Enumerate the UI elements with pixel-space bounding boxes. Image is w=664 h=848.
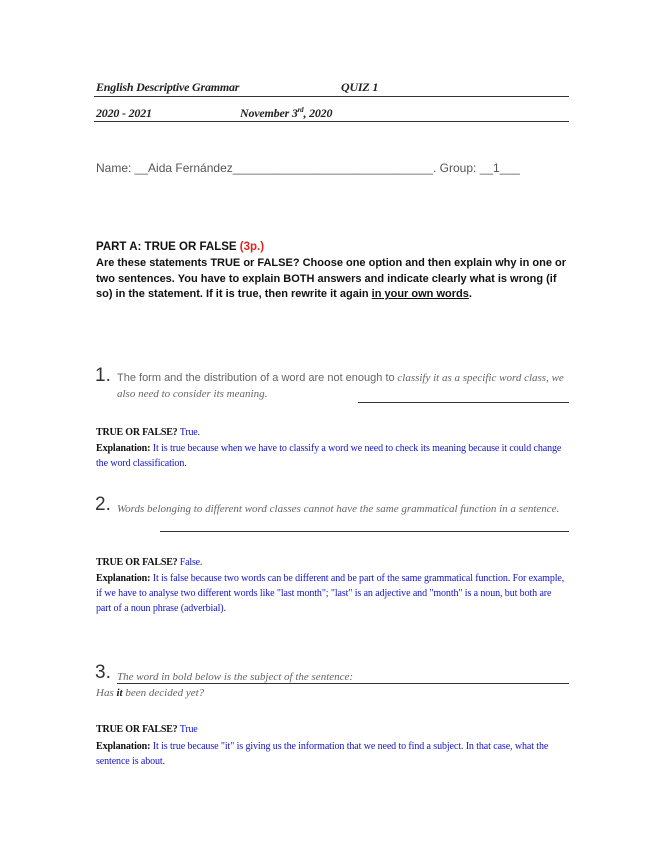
question-3-tf-label: TRUE OR FALSE? — [96, 724, 178, 735]
header-rule-top — [94, 96, 569, 97]
question-3-example-post: been decided yet? — [125, 687, 205, 699]
question-3-explanation — [96, 739, 568, 769]
question-1-text-lead: The form and the distribution of a word are not enough to — [117, 372, 395, 384]
question-1-number: 1. — [95, 365, 111, 386]
question-3-answer[interactable]: True — [179, 724, 198, 735]
question-3-example — [96, 685, 204, 701]
quiz-date-main: November 3 — [240, 106, 298, 120]
part-a-title — [96, 241, 264, 253]
quiz-title: QUIZ 1 — [341, 80, 379, 94]
question-2-text: Words belonging to different word classes cannot have the same grammatical function in a sentence. — [117, 503, 560, 515]
academic-year: 2020 - 2021 — [96, 106, 152, 120]
question-1-tf-label: TRUE OR FALSE? — [96, 427, 178, 438]
name-fill: ______________________________. — [232, 161, 437, 175]
header-rule-bottom — [94, 121, 569, 122]
course-title: English Descriptive Grammar — [96, 80, 240, 94]
part-a-title-text: PART A: TRUE OR FALSE — [96, 241, 237, 253]
question-3-expl-text[interactable]: It is true because "it" is giving us the information that we need to find a subject. In that case, what the sentence is about. — [96, 741, 549, 767]
group-label: Group: __ — [439, 161, 494, 175]
quiz-date — [240, 106, 332, 121]
question-3-example-pre: Has — [96, 687, 114, 699]
question-3-expl-label: Explanation: — [96, 741, 151, 752]
group-value[interactable]: 1 — [493, 161, 500, 175]
quiz-date-tail: , 2020 — [303, 106, 333, 120]
question-2-explanation — [96, 571, 568, 616]
quiz-date-sup: rd — [297, 106, 304, 114]
name-label: Name: __ — [96, 161, 149, 175]
question-1-tf — [96, 427, 200, 438]
question-3-example-bold: it — [116, 687, 123, 699]
question-3-tf — [96, 724, 198, 735]
instructions-text: Are these statements TRUE or FALSE? Choose one option and then explain why in one or two sentences. You have to explain BOTH answers and indicate clearly what is wrong (if so) in the statement. If it is true, then rewrite it again — [96, 257, 567, 300]
question-1-text-rest: classify it as a specific word class, we also need to consider its meaning. — [117, 372, 564, 400]
question-1-text — [117, 370, 565, 402]
question-1-answer[interactable]: True. — [179, 427, 200, 438]
question-1-expl-label: Explanation: — [96, 443, 151, 454]
part-a-points: (3p.) — [239, 241, 265, 253]
question-2-tf — [96, 557, 202, 568]
instructions-underlined: in your own words — [371, 288, 469, 300]
question-2-expl-text[interactable]: It is false because two words can be different and be part of the same grammatical function. For example, if we have to analyse two different words like "last month"; "last" is an adjective and "month" is a noun, but both are part of a noun phrase (adverbial). — [96, 573, 565, 614]
question-2-answer[interactable]: False. — [179, 557, 203, 568]
question-2-rule — [160, 531, 569, 532]
instructions-end: . — [468, 288, 472, 300]
group-fill: ___ — [499, 161, 520, 175]
question-3-text: The word in bold below is the subject of the sentence: — [117, 671, 354, 683]
part-a-instructions — [96, 256, 566, 303]
question-1-rule — [358, 402, 569, 403]
question-2-number: 2. — [95, 494, 111, 515]
name-group-line — [96, 161, 520, 175]
question-1-expl-text[interactable]: It is true because when we have to classify a word we need to check its meaning because it could change the word classification. — [96, 443, 562, 469]
name-value[interactable]: Aida Fernández — [148, 161, 233, 175]
question-2-tf-label: TRUE OR FALSE? — [96, 557, 178, 568]
question-2-expl-label: Explanation: — [96, 573, 151, 584]
question-3-rule — [117, 683, 569, 684]
question-1-explanation — [96, 441, 568, 471]
question-3-number: 3. — [95, 662, 111, 683]
